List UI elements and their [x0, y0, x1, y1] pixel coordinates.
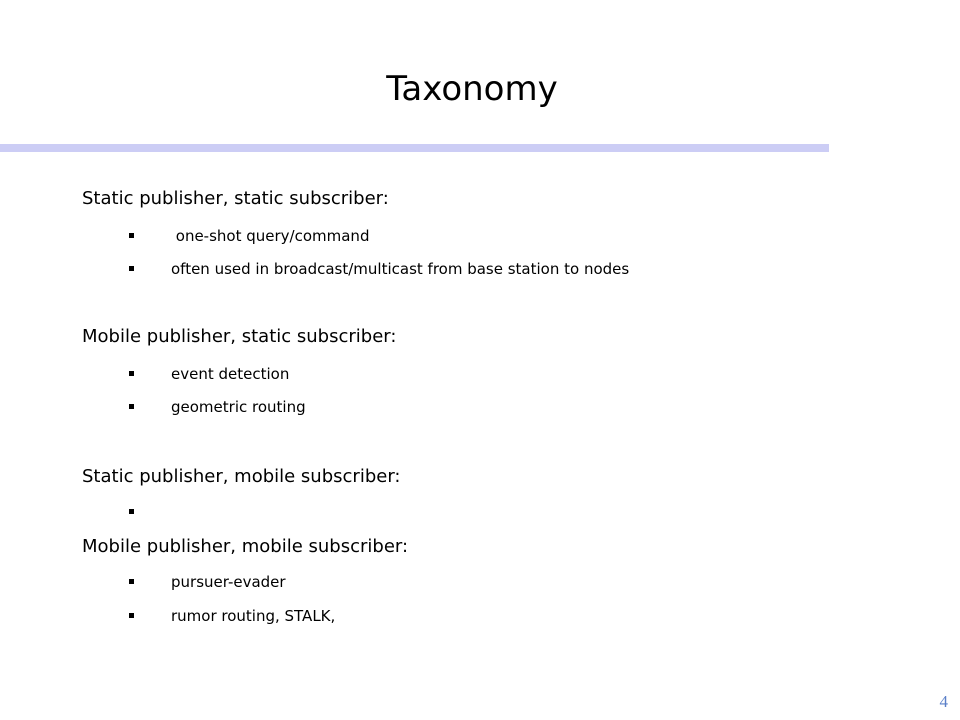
square-bullet-icon: [129, 233, 134, 238]
section-heading-static-static: Static publisher, static subscriber:: [82, 188, 389, 209]
page-number: 4: [939, 692, 948, 711]
slide-title: Taxonomy: [386, 69, 558, 109]
bullet-item: [129, 502, 134, 522]
square-bullet-icon: [129, 613, 134, 618]
section-heading-mobile-static: Mobile publisher, static subscriber:: [82, 326, 397, 347]
bullet-item: [129, 259, 630, 279]
square-bullet-icon: [129, 371, 134, 376]
square-bullet-icon: [129, 404, 134, 409]
bullet-text: geometric routing: [171, 398, 306, 416]
section-heading-static-mobile: Static publisher, mobile subscriber:: [82, 466, 401, 487]
section-heading-mobile-mobile: Mobile publisher, mobile subscriber:: [82, 536, 409, 557]
square-bullet-icon: [129, 266, 134, 271]
square-bullet-icon: [129, 579, 134, 584]
bullet-text: rumor routing, STALK,: [171, 607, 336, 625]
bullet-item: [129, 572, 286, 592]
bullet-text: pursuer-evader: [171, 573, 286, 591]
bullet-item: [129, 397, 306, 417]
square-bullet-icon: [129, 509, 134, 514]
bullet-text: event detection: [171, 365, 290, 383]
title-divider: [0, 144, 829, 152]
bullet-item: [129, 364, 290, 384]
bullet-text: often used in broadcast/multicast from base station to nodes: [171, 260, 630, 278]
bullet-item: [129, 226, 370, 246]
bullet-text: one-shot query/command: [171, 227, 370, 245]
bullet-item: [129, 606, 336, 626]
